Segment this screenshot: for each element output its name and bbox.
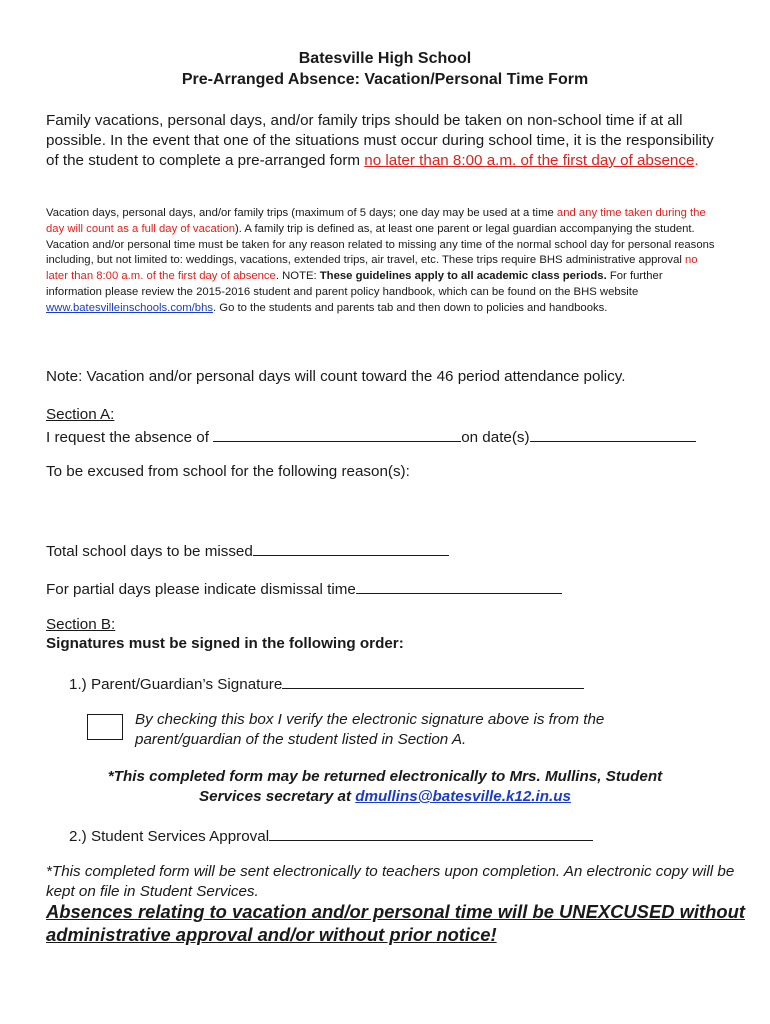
student-name-field[interactable]: [213, 426, 461, 442]
return-line-2: Services secretary at dmullins@batesville.k12.in.us: [199, 788, 571, 805]
total-days-label: Total school days to be missed: [46, 543, 253, 560]
total-days-row: [46, 540, 449, 560]
return-instructions: [0, 767, 770, 807]
policy-part-3: . NOTE:: [275, 270, 320, 283]
dismissal-row: [46, 578, 562, 598]
approval-signature-field[interactable]: [269, 825, 593, 841]
unexcused-warning: Absences relating to vacation and/or personal time will be UNEXCUSED without administrative approval and/or without prior notice!: [46, 901, 745, 945]
email-link[interactable]: dmullins@batesville.k12.in.us: [355, 788, 571, 805]
parent-signature-row: [69, 673, 584, 693]
parent-signature-field[interactable]: [282, 673, 584, 689]
dates-label: on date(s): [461, 429, 530, 446]
policy-part-4: For further information please review the 2015-2016 student and parent policy handbook, which can be found on the BHS website: [46, 270, 663, 298]
policy-red-2: no later than 8:00 a.m. of the first day of absence: [46, 254, 698, 283]
policy-part-2: ). A family trip is defined as, at least one parent or legal guardian accompanying the student. Vacation and/or personal time must be taken for any reason related to missing any time of the normal school day for personal reasons including, but not limited to: weddings, vacations, extended trips, air travel, etc. These trips require BHS administrative approval: [46, 222, 715, 267]
total-days-field[interactable]: [253, 540, 449, 556]
approval-row: [69, 825, 593, 845]
request-row: [46, 426, 696, 446]
absence-dates-field[interactable]: [530, 426, 696, 442]
policy-bold-note: These guidelines apply to all academic class periods.: [319, 270, 607, 283]
section-b-heading: Section B:: [46, 616, 116, 633]
policy-red-1: and any time taken during the day will count as a full day of vacation: [46, 207, 706, 235]
return-line-1: *This completed form may be returned electronically to Mrs. Mullins, Student: [107, 768, 663, 785]
sent-note: *This completed form will be sent electronically to teachers upon completion. An electronic copy will be kept on file in Student Services.: [46, 863, 735, 900]
intro-text: Family vacations, personal days, and/or family trips should be taken on non-school time if at all possible. In the event that one of the situations must occur during school time, it is the responsibility of the student to complete a pre-arranged form: [46, 112, 714, 169]
policy-part-5: . Go to the students and parents tab and then down to policies and handbooks.: [213, 301, 608, 314]
parent-signature-label: 1.) Parent/Guardian’s Signature: [69, 676, 283, 693]
bhs-website-link[interactable]: www.batesvilleinschools.com/bhs: [46, 301, 214, 314]
policy-part-1: Vacation days, personal days, and/or family trips (maximum of 5 days; one day may be used at a time: [46, 207, 557, 219]
school-name: Batesville High School: [298, 50, 472, 67]
section-a-heading: Section A:: [46, 406, 115, 423]
form-title: Pre-Arranged Absence: Vacation/Personal Time Form: [181, 71, 589, 88]
reason-label: To be excused from school for the following reason(s):: [46, 463, 410, 480]
attendance-note: Note: Vacation and/or personal days will count toward the 46 period attendance policy.: [46, 368, 626, 385]
verify-text: By checking this box I verify the electronic signature above is from the parent/guardian of the student listed in Section A.: [135, 711, 605, 748]
intro-deadline: no later than 8:00 a.m. of the first day of absence: [364, 152, 695, 169]
verify-checkbox[interactable]: [87, 714, 123, 740]
request-label: I request the absence of: [46, 429, 214, 446]
intro-period: .: [694, 152, 699, 169]
intro-paragraph: [46, 111, 726, 171]
signature-order-note: Signatures must be signed in the following order:: [46, 635, 404, 652]
dismissal-label: For partial days please indicate dismissal time: [46, 581, 356, 598]
approval-label: 2.) Student Services Approval: [69, 828, 270, 845]
policy-paragraph: [46, 206, 718, 317]
dismissal-time-field[interactable]: [356, 578, 562, 594]
